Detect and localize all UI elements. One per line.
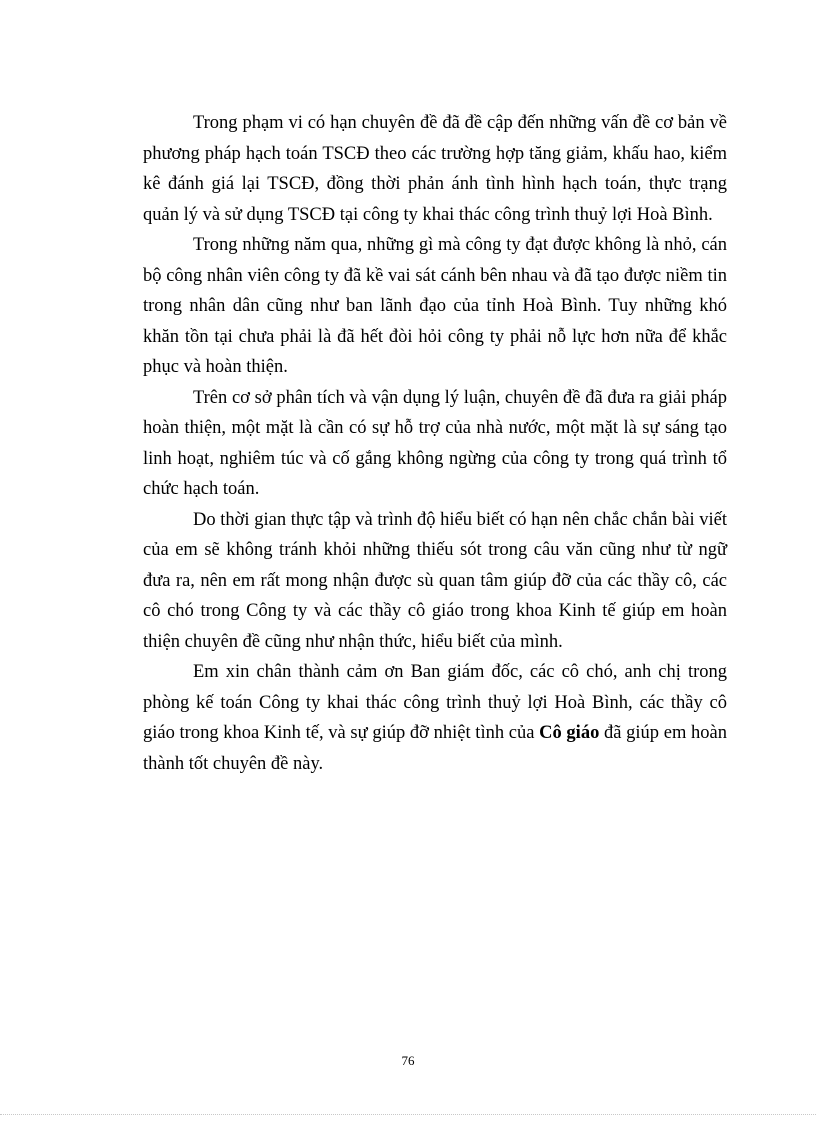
paragraph-5-bold-text: Cô giáo: [539, 723, 600, 743]
page-number: 76: [401, 1053, 415, 1068]
paragraph-5: [143, 657, 727, 779]
paragraph-5-text-after: đã giúp em hoàn thành tốt chuyên đề này.: [143, 723, 727, 774]
paragraph-5-text-before: Em xin chân thành cảm ơn Ban giám đốc, các cô chó, anh chị trong phòng kế toán Công ty khai thác công trình thuỷ lợi Hoà Bình, các thầy cô giáo trong khoa Kinh tế, và sự giúp đỡ nhiệt tình của: [143, 662, 727, 743]
bottom-dotted-rule: [0, 1114, 816, 1115]
paragraph-4: Do thời gian thực tập và trình độ hiểu biết có hạn nên chắc chắn bài viết của em sẽ không tránh khỏi những thiếu sót trong câu văn cũng như từ ngữ đưa ra, nên em rất mong nhận được sù quan tâm giúp đỡ của các thầy cô, các cô chó trong Công ty và các thầy cô giáo trong khoa Kinh tế giúp em hoàn thiện chuyên đề cũng như nhận thức, hiểu biết của mình.: [143, 509, 727, 652]
document-body: [143, 108, 727, 779]
paragraph-1: Trong phạm vi có hạn chuyên đề đã đề cập đến những vấn đề cơ bản về phương pháp hạch toán TSCĐ theo các trường hợp tăng giảm, khấu hao, kiểm kê đánh giá lại TSCĐ, đồng thời phản ánh tình hình hạch toán, thực trạng quản lý và sử dụng TSCĐ tại công ty khai thác công trình thuỷ lợi Hoà Bình.: [143, 113, 727, 225]
paragraph-3: Trên cơ sở phân tích và vận dụng lý luận, chuyên đề đã đưa ra giải pháp hoàn thiện, một mặt là cần có sự hỗ trợ của nhà nước, một mặt là sự sáng tạo linh hoạt, nghiêm túc và cố gắng không ngừng của công ty trong quá trình tổ chức hạch toán.: [143, 387, 727, 499]
paragraph-2: Trong những năm qua, những gì mà công ty đạt được không là nhỏ, cán bộ công nhân viên công ty đã kề vai sát cánh bên nhau và đã tạo được niềm tin trong nhân dân cũng như ban lãnh đạo của tỉnh Hoà Bình. Tuy những khó khăn tồn tại chưa phải là đã hết đòi hỏi công ty phải nỗ lực hơn nữa để khắc phục và hoàn thiện.: [143, 235, 727, 377]
